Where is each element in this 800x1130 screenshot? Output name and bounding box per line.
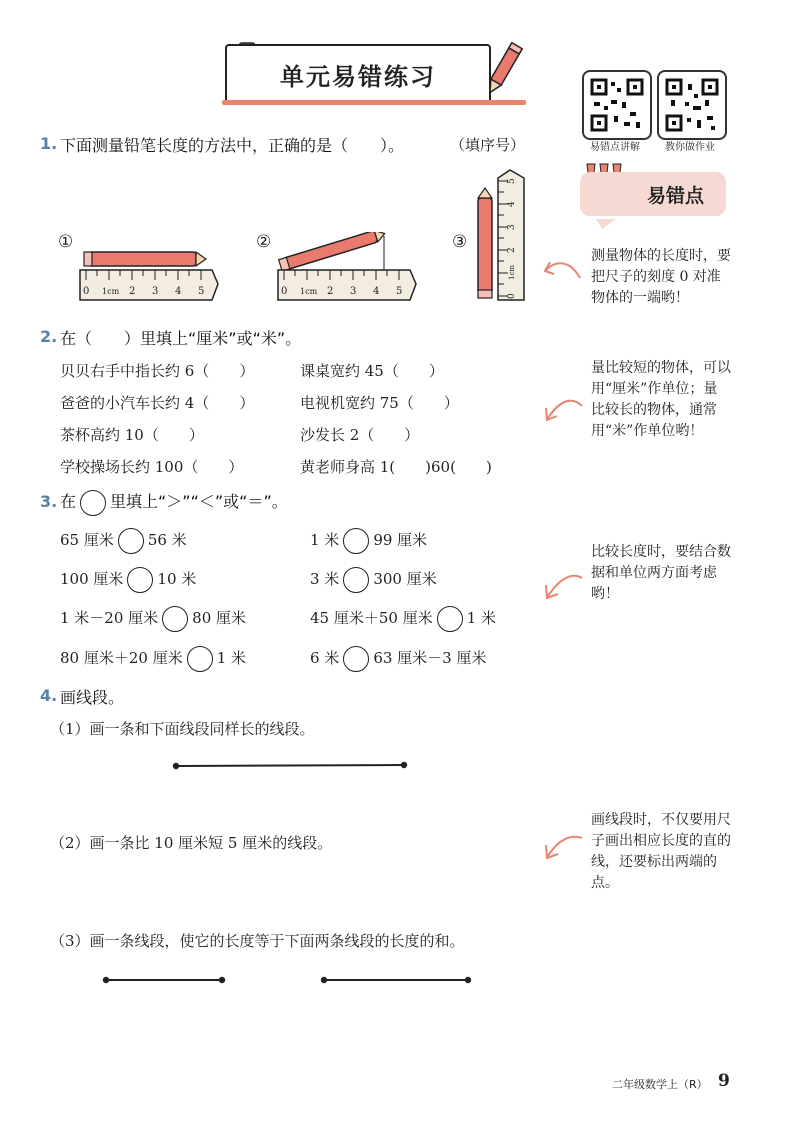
fill-item: 学校操场长约 100（ ） [60,458,244,476]
compare-circle[interactable] [118,528,144,554]
qr-code-icon[interactable] [582,70,652,140]
compare-item: 6 米 63 厘米－3 厘米 [310,646,486,672]
compare-circle[interactable] [162,606,188,632]
compare-item: 100 厘米 10 米 [60,567,196,593]
ruler-label: 3 [507,224,517,230]
curved-arrow-icon [538,256,584,286]
tip-text: 测量物体的长度时，要把尺子的刻度 0 对准物体的一端哟！ [591,248,731,306]
ruler-label: 5 [507,178,517,184]
fill-item: 爸爸的小汽车长约 4（ ） [60,394,255,412]
option-label: ① [58,232,74,252]
ruler-figure-1 [78,248,228,308]
footer-book: 二年级数学上（R） [612,1078,708,1091]
ruler-label: 2 [129,286,136,297]
compare-circle[interactable] [187,646,213,672]
fill-item: 茶杯高约 10（ ） [60,426,204,444]
fill-item: 沙发长 2（ ） [300,426,420,444]
tip-text: 比较长度时，要结合数据和单位两方面考虑哟！ [591,544,731,602]
ruler-figure-2 [276,232,426,308]
question-text: 在（ ）里填上“厘米”或“米”。 [60,329,302,348]
ruler-label: 2 [507,247,517,253]
ruler-label: 4 [507,201,517,207]
line-segment [170,760,410,772]
line-segment [318,974,474,986]
ruler-label: 3 [350,286,357,297]
fill-item: 贝贝右手中指长约 6（ ） [60,362,255,380]
compare-circle[interactable] [343,528,369,554]
compare-item: 1 米－20 厘米 80 厘米 [60,606,246,632]
ruler-label: 0 [507,293,517,299]
question-number: 4. [40,686,58,705]
ruler-label: 1cm [508,264,516,280]
question-number: 2. [40,327,58,346]
question-hint: （填序号） [450,136,526,154]
compare-circle[interactable] [127,567,153,593]
tip-text: 量比较短的物体，可以用“厘米”作单位；量比较长的物体，通常用“米”作单位哟！ [591,360,731,439]
compare-item: 65 厘米 56 米 [60,528,187,554]
question-text [60,489,288,516]
qr-caption: 教你做作业 [665,142,715,153]
draw-part: （1）画一条和下面线段同样长的线段。 [50,720,315,738]
tips-title-tail [596,214,616,233]
qr-caption: 易错点讲解 [590,142,640,153]
ruler-label: 0 [83,286,90,297]
ruler-label: 3 [152,286,159,297]
compare-circle[interactable] [437,606,463,632]
ruler-label: 0 [281,286,288,297]
compare-circle[interactable] [343,567,369,593]
fill-item: 课桌宽约 45（ ） [300,362,444,380]
question-text-pre: 在 [60,492,77,511]
page-title: 单元易错练习 [225,44,491,104]
fill-item: 黄老师身高 1( )60( ) [300,458,492,476]
page-number: 9 [718,1071,730,1091]
title-underline [222,100,526,105]
ruler-label: 5 [198,286,205,297]
ruler-label: 5 [396,286,403,297]
line-segment [100,974,230,986]
ruler-label: 2 [327,286,334,297]
pencil-icon [482,42,524,102]
question-text: 下面测量铅笔长度的方法中，正确的是（ ）。 [60,136,405,155]
compare-item: 45 厘米＋50 厘米 1 米 [310,606,496,632]
qr-code-icon[interactable] [657,70,727,140]
ruler-figure-3 [472,168,532,308]
curved-arrow-icon [538,394,584,426]
ruler-label: 4 [373,286,380,297]
option-label: ③ [452,232,468,252]
option-label: ② [256,232,272,252]
draw-part: （3）画一条线段，使它的长度等于下面两条线段的长度的和。 [50,932,465,950]
question-number: 1. [40,134,58,153]
curved-arrow-icon [538,830,584,862]
compare-circle[interactable] [343,646,369,672]
tip-text: 画线段时，不仅要用尺子画出相应长度的直的线，还要标出两端的点。 [591,812,731,891]
ruler-label: 1cm [102,287,120,296]
draw-part: （2）画一条比 10 厘米短 5 厘米的线段。 [50,834,333,852]
compare-item: 3 米 300 厘米 [310,567,437,593]
question-text-post: 里填上“＞”“＜”或“＝”。 [110,492,288,511]
compare-circle [80,490,106,516]
ruler-label: 1cm [300,287,318,296]
compare-item: 80 厘米＋20 厘米 1 米 [60,646,246,672]
curved-arrow-icon [538,570,584,604]
fill-item: 电视机宽约 75（ ） [300,394,459,412]
question-text: 画线段。 [60,688,125,707]
question-number: 3. [40,492,58,511]
ruler-label: 4 [175,286,182,297]
compare-item: 1 米 99 厘米 [310,528,427,554]
tips-title: 易错点 [580,172,726,216]
